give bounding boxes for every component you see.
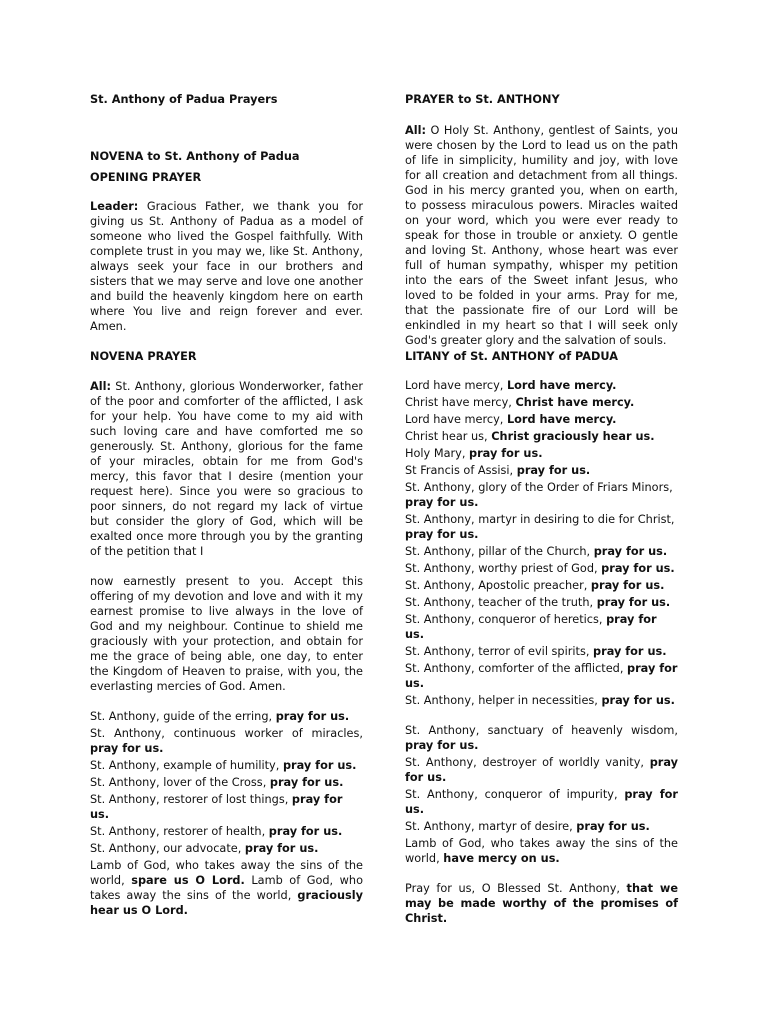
right-litany: [405, 378, 678, 926]
litany-line: Holy Mary, pray for us.: [405, 447, 543, 460]
all-label: All:: [405, 124, 427, 137]
prayer-title: PRAYER to St. ANTHONY: [405, 93, 560, 106]
novena-continuation: now earnestly present to you. Accept this offering of my devotion and love and with it my earnest promise to live always in the love of God and my neighbour. Continue to shield me graciously with your protection, and obtain for me the grace of being able, one day, to enter the Kingdom of Heaven to praise, with you, the everlasting mercies of God. Amen.: [90, 575, 363, 693]
opening-prayer-title: OPENING PRAYER: [90, 171, 202, 184]
litany-line: St. Anthony, conqueror of heretics, pray for us.: [405, 613, 657, 641]
right-column: [405, 92, 678, 926]
litany-line: Christ have mercy, Christ have mercy.: [405, 396, 635, 409]
litany-line: St. Anthony, martyr in desiring to die for Christ, pray for us.: [405, 513, 675, 541]
all-text: St. Anthony, glorious Wonderworker, father of the poor and comforter of the afflicted, I ask for your help. You have come to my aid with such loving care and have comforted me so generously. St. Anthony, glorious for the fame of your miracles, obtain for me from God's mercy, this favor that I desire (mention your request here). Since you were so gracious to poor sinners, do not regard my lack of virtue but consider the glory of God, which will be exalted once more through you by the granting of the petition that I: [90, 380, 363, 558]
litany-line: St. Anthony, helper in necessities, pray for us.: [405, 694, 675, 707]
novena-title: NOVENA to St. Anthony of Padua: [90, 150, 300, 163]
litany-line: St. Anthony, conqueror of impurity, pray for us.: [405, 788, 679, 816]
litany-line: St. Anthony, our advocate, pray for us.: [90, 842, 319, 855]
litany-line: St. Anthony, lover of the Cross, pray for us.: [90, 776, 344, 789]
prayer-all-paragraph: [405, 123, 678, 348]
novena-all-paragraph: [90, 379, 363, 559]
litany-line: St. Anthony, comforter of the afflicted, pray for us.: [405, 662, 678, 690]
litany-line: St. Anthony, guide of the erring, pray for us.: [90, 710, 350, 723]
litany-line: St. Anthony, restorer of health, pray for us.: [90, 825, 343, 838]
left-column: [90, 92, 363, 918]
litany-line: St. Anthony, restorer of lost things, pray for us.: [90, 793, 343, 821]
litany-title: LITANY of St. ANTHONY of PADUA: [405, 350, 618, 363]
litany-line: St. Anthony, martyr of desire, pray for us.: [405, 820, 650, 833]
document-title: St. Anthony of Padua Prayers: [90, 93, 278, 106]
litany-line: St. Anthony, continuous worker of miracles, pray for us.: [90, 727, 363, 755]
litany-line: St. Anthony, pillar of the Church, pray for us.: [405, 545, 668, 558]
all-label: All:: [90, 380, 112, 393]
leader-paragraph: [90, 199, 363, 334]
leader-label: Leader:: [90, 200, 139, 213]
left-litany: [90, 709, 363, 918]
litany-line: Lord have mercy, Lord have mercy.: [405, 379, 617, 392]
litany-line: St Francis of Assisi, pray for us.: [405, 464, 591, 477]
all-text: O Holy St. Anthony, gentlest of Saints, you were chosen by the Lord to lead us on the path of life in simplicity, humility and joy, with love for all creation and detachment from all things. God in his mercy granted you, when on earth, to possess miraculous powers. Miracles waited on your word, which you were ever ready to speak for those in trouble or anxiety. O gentle and loving St. Anthony, whose heart was ever full of human sympathy, whisper my petition into the ears of the Sweet infant Jesus, who loved to be folded in your arms. Pray for me, that the passionate fire of our Lord will be enkindled in my heart so that I will seek only God's greater glory and the salvation of souls.: [405, 124, 678, 347]
litany-line: St. Anthony, worthy priest of God, pray for us.: [405, 562, 675, 575]
litany-line: St. Anthony, terror of evil spirits, pray for us.: [405, 645, 667, 658]
litany-line: St. Anthony, sanctuary of heavenly wisdom, pray for us.: [405, 724, 678, 752]
litany-line: St. Anthony, glory of the Order of Friars Minors, pray for us.: [405, 481, 673, 509]
litany-line: St. Anthony, teacher of the truth, pray for us.: [405, 596, 671, 609]
right-litany-continued: [405, 723, 678, 866]
leader-text: Gracious Father, we thank you for giving us St. Anthony of Padua as a model of someone who lived the Gospel faithfully. With complete trust in you may we, like St. Anthony, always seek your face in our brothers and sisters that we may serve and love one another and build the heavenly kingdom here on earth where You live and reign forever and ever. Amen.: [90, 200, 363, 333]
litany-line: St. Anthony, example of humility, pray for us.: [90, 759, 357, 772]
litany-line: St. Anthony, Apostolic preacher, pray for us.: [405, 579, 665, 592]
litany-line: Lord have mercy, Lord have mercy.: [405, 413, 617, 426]
closing-prayer: Pray for us, O Blessed St. Anthony, that we may be made worthy of the promises of Christ.: [405, 882, 679, 925]
novena-prayer-title: NOVENA PRAYER: [90, 350, 197, 363]
litany-line: St. Anthony, destroyer of worldly vanity, pray for us.: [405, 756, 678, 784]
lamb-of-god-paragraph: Lamb of God, who takes away the sins of the world, spare us O Lord. Lamb of God, who takes away the sins of the world, graciously hear us O Lord.: [90, 859, 363, 917]
lamb-of-god-paragraph: Lamb of God, who takes away the sins of the world, have mercy on us.: [405, 837, 678, 865]
litany-line: Christ hear us, Christ graciously hear us.: [405, 430, 655, 443]
